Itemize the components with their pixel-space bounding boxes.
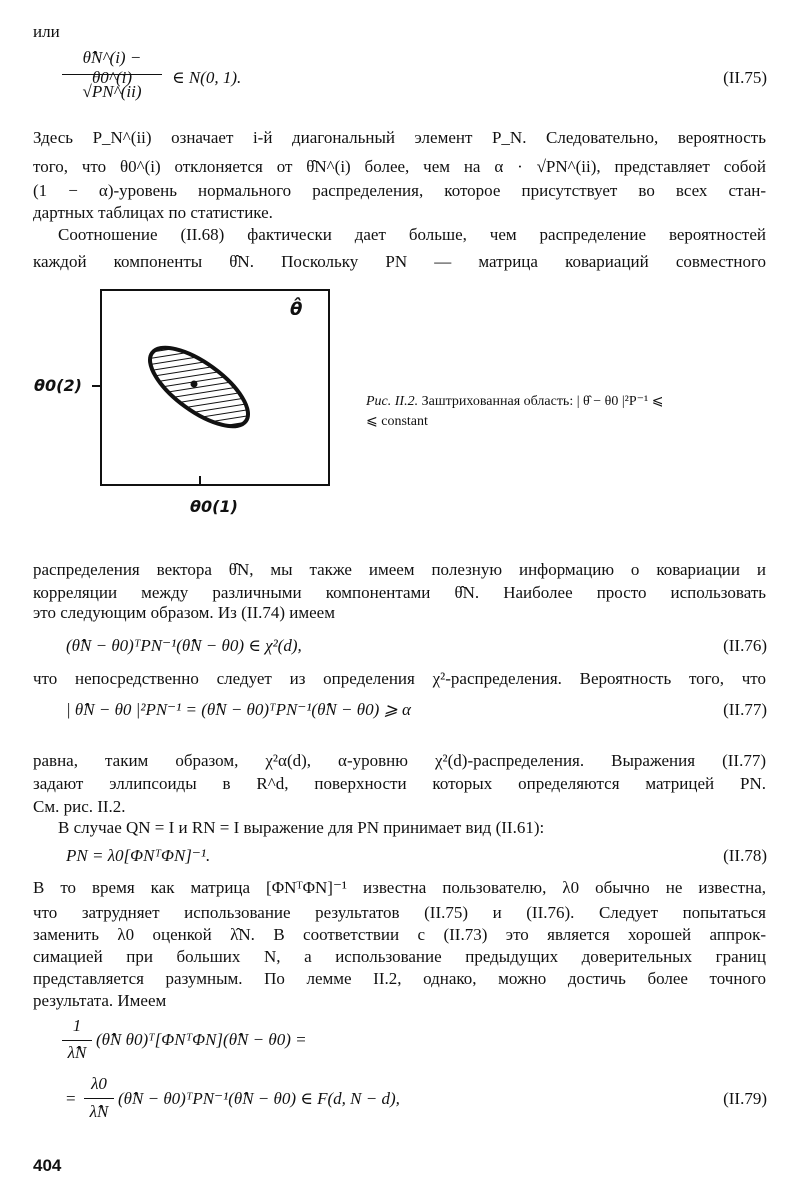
- text-line: В то время как матрица [ΦNᵀΦN]⁻¹ известна пользователю, λ0 обычно не известна,: [33, 878, 766, 897]
- eq79b-numerator: λ0: [91, 1074, 107, 1093]
- text-line: распределения вектора θ̂N, мы также имеем полезную информацию о ковариации и: [33, 560, 766, 579]
- text-line: это следующим образом. Из (II.74) имеем: [33, 603, 335, 622]
- text-line: представляется разумным. По лемме II.2, однако, можно достичь более точного: [33, 969, 766, 988]
- text-line: результата. Имеем: [33, 991, 167, 1010]
- text-line: корреляции между различными компонентами θ̂N. Наиболее просто использовать: [33, 583, 766, 602]
- text-line: задают эллипсоиды в R^d, поверхности которых определяются матрицей PN.: [33, 774, 766, 793]
- text-line: В случае QN = I и RN = I выражение для PN принимает вид (II.61):: [58, 818, 545, 837]
- text-line: (1 − α)-уровень нормального распределения, которое присутствует во всех стан-: [33, 181, 766, 200]
- center-point: [191, 381, 198, 388]
- eq75-fraction-bar: [62, 74, 162, 75]
- eq79a-rhs: (θ̂N θ0)ᵀ[ΦNᵀΦN](θ̂N − θ0) =: [96, 1030, 307, 1049]
- eq-number-78: (II.78): [723, 846, 767, 865]
- eq79a-numerator: 1: [72, 1016, 82, 1035]
- text-line: каждой компоненты θ̂N. Поскольку PN — матрица ковариаций совместного: [33, 252, 766, 271]
- eq-number-75: (II.75): [723, 68, 767, 87]
- eq-number-76: (II.76): [723, 636, 767, 655]
- text-line: заменить λ0 оценкой λ̂N. В соответствии с (II.73) это является хорошей аппрок-: [33, 925, 766, 944]
- eq75-numerator: θ̂N^(i) − θ0^(i): [82, 48, 142, 87]
- figure-label-y: θ0(2): [34, 376, 82, 395]
- eq79b-denominator: λ̂N: [89, 1102, 109, 1121]
- text-line: или: [33, 22, 60, 41]
- text-line: того, что θ0^(i) отклоняется от θ̂N^(i) более, чем на α · √PN^(ii), представляет собой: [33, 157, 766, 176]
- text-line: дартных таблицах по статистике.: [33, 203, 273, 222]
- eq78-body: PN = λ0[ΦNᵀΦN]⁻¹.: [66, 846, 211, 865]
- text-line: Здесь P_N^(ii) означает i-й диагональный элемент P_N. Следовательно, вероятность: [33, 128, 766, 147]
- eq79b-prefix: =: [66, 1089, 76, 1108]
- eq-number-79: (II.79): [723, 1089, 767, 1108]
- eq79b-fraction-bar: [84, 1098, 114, 1099]
- figure-caption-title: Рис. II.2.: [366, 394, 419, 409]
- eq79a-fraction-bar: [62, 1040, 92, 1041]
- figure-label-x: θ0(1): [190, 497, 238, 516]
- eq79a-denominator: λ̂N: [67, 1043, 87, 1062]
- text-line: равна, таким образом, χ²α(d), α-уровню χ²(d)-распределения. Выражения (II.77): [33, 751, 766, 770]
- figure-caption-body-2: ⩽ constant: [366, 414, 428, 429]
- figure-caption-body: Заштрихованная область: | θ̂ − θ0 |²P⁻¹ ⩽: [421, 394, 664, 409]
- figure-label-theta-hat: θ̂: [290, 299, 303, 320]
- confidence-ellipse: [138, 333, 260, 440]
- eq75-denominator: √PN^(ii): [82, 82, 142, 101]
- eq79b-rhs: (θ̂N − θ0)ᵀPN⁻¹(θ̂N − θ0) ∈ F(d, N − d),: [118, 1089, 400, 1108]
- text-line: что непосредственно следует из определения χ²-распределения. Вероятность того, что: [33, 669, 766, 688]
- text-line: что затрудняет использование результатов (II.75) и (II.76). Следует попытаться: [33, 903, 766, 922]
- text-line: См. рис. II.2.: [33, 797, 126, 816]
- eq77-body: | θ̂N − θ0 |²PN⁻¹ = (θ̂N − θ0)ᵀPN⁻¹(θ̂N − θ0) ⩾ α: [66, 700, 411, 719]
- text-line: Соотношение (II.68) фактически дает больше, чем распределение вероятностей: [58, 225, 766, 244]
- figure-caption: [366, 392, 663, 432]
- eq-number-77: (II.77): [723, 700, 767, 719]
- page-number: 404: [33, 1156, 62, 1175]
- eq75-rhs: ∈ N(0, 1).: [172, 68, 242, 87]
- text-line: симацией при больших N, а использование предыдущих доверительных границ: [33, 947, 766, 966]
- eq76-body: (θ̂N − θ0)ᵀPN⁻¹(θ̂N − θ0) ∈ χ²(d),: [66, 636, 302, 655]
